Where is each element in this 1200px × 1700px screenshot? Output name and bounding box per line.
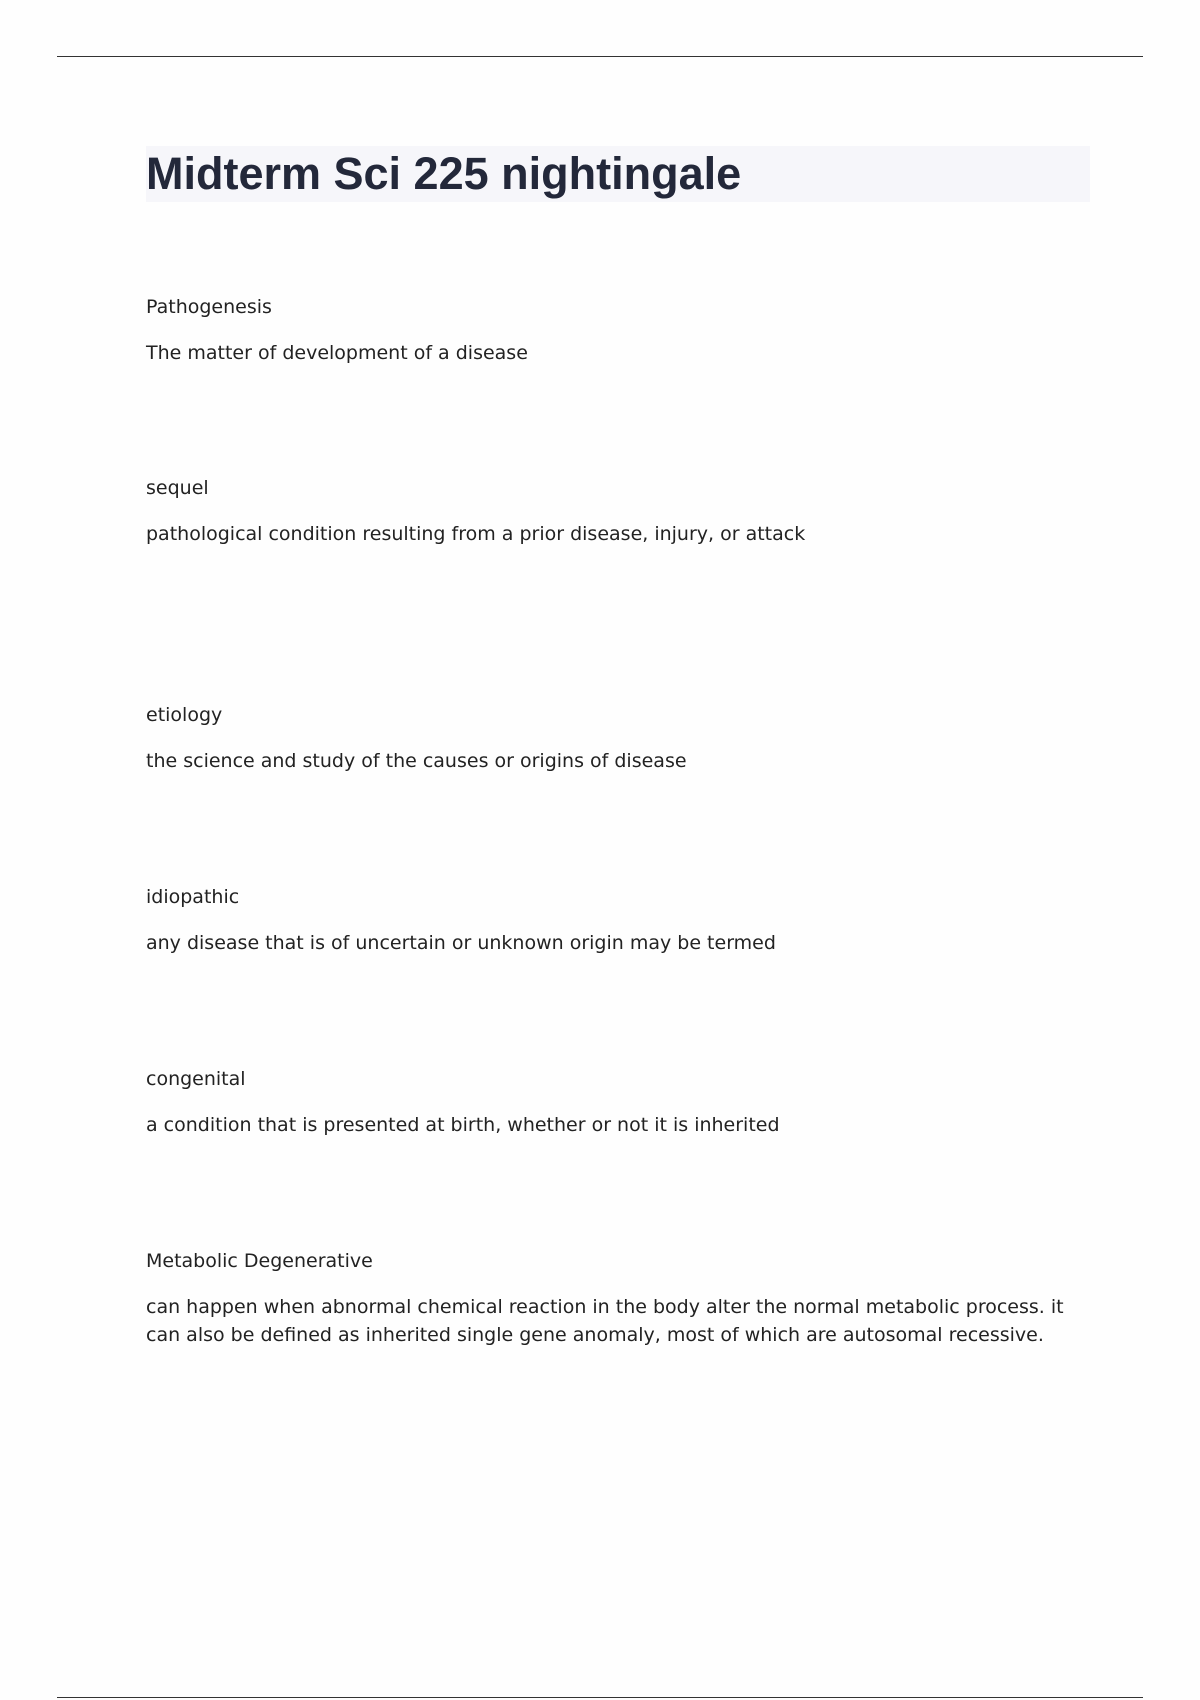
card-term: congenital: [146, 1068, 246, 1090]
flashcard-sequel: [146, 476, 1096, 548]
card-term: Metabolic Degenerative: [146, 1250, 373, 1272]
flashcard-etiology: [146, 703, 1096, 775]
flashcard-idiopathic: [146, 885, 1096, 957]
flashcard-congenital: [146, 1067, 1096, 1139]
card-term: etiology: [146, 704, 223, 726]
card-term: sequel: [146, 477, 209, 499]
top-divider: [57, 56, 1143, 57]
card-term: Pathogenesis: [146, 296, 272, 318]
card-definition: pathological condition resulting from a prior disease, injury, or attack: [146, 523, 806, 545]
bottom-divider: [57, 1697, 1143, 1698]
document-title: Midterm Sci 225 nightingale: [146, 148, 742, 199]
card-definition: the science and study of the causes or origins of disease: [146, 750, 687, 772]
flashcard-metabolic-degenerative: [146, 1249, 1096, 1349]
card-definition: a condition that is presented at birth, whether or not it is inherited: [146, 1114, 780, 1136]
card-term: idiopathic: [146, 886, 240, 908]
flashcard-pathogenesis: [146, 295, 1096, 367]
card-definition: The matter of development of a disease: [146, 342, 528, 364]
card-definition: can happen when abnormal chemical reaction in the body alter the normal metabolic process. it can also be defined as inherited single gene anomaly, most of which are autosomal recessive.: [146, 1296, 1064, 1346]
card-definition: any disease that is of uncertain or unknown origin may be termed: [146, 932, 776, 954]
